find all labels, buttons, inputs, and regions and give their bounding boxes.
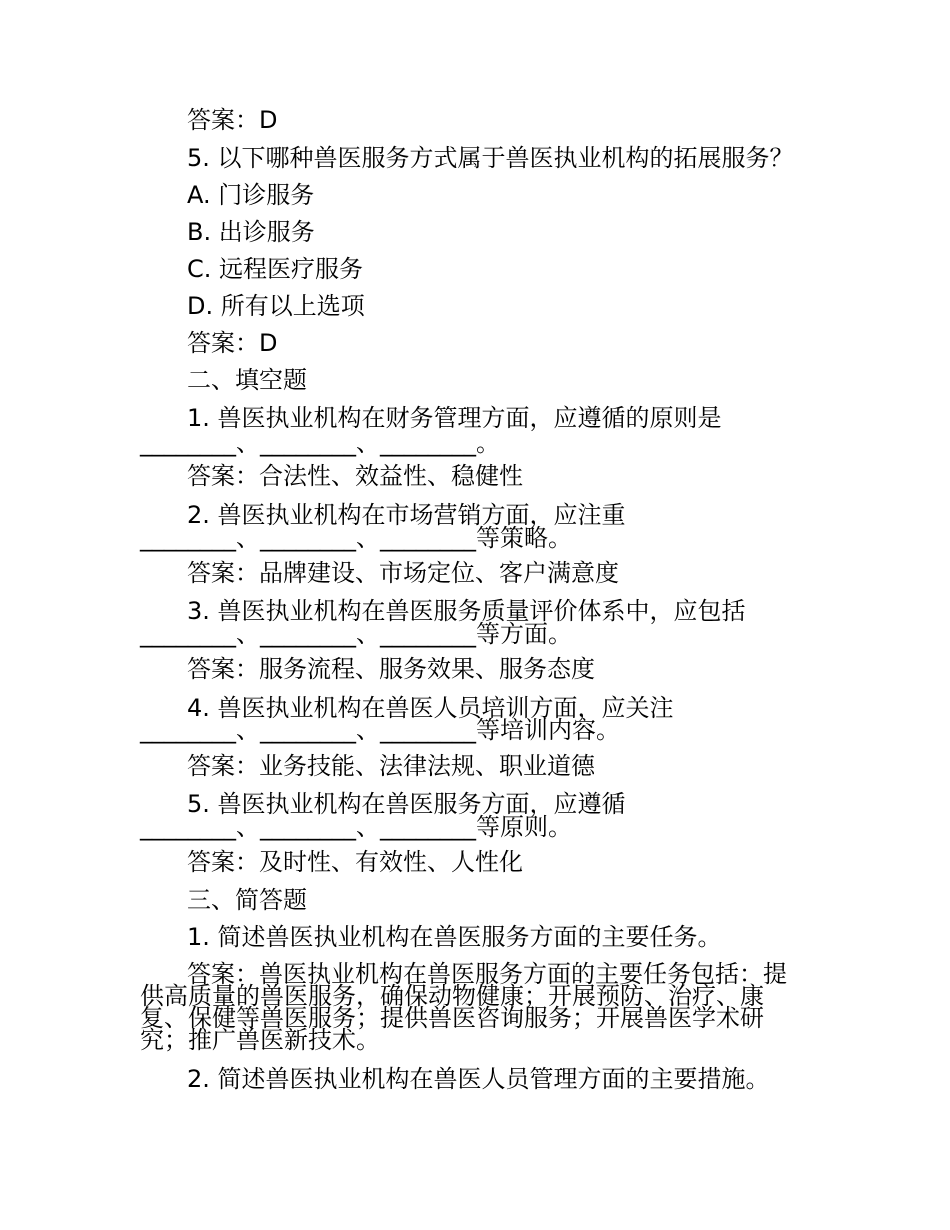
question-line: 1. 兽医执业机构在财务管理方面，应遵循的原则是 — [187, 404, 722, 432]
question-line: 3. 兽医执业机构在兽医服务质量评价体系中，应包括 — [187, 597, 746, 625]
question-line: 5. 兽医执业机构在兽医服务方面，应遵循 — [187, 790, 626, 818]
answer-line: 答案：D — [187, 329, 278, 357]
question-line: 1. 简述兽医执业机构在兽医服务方面的主要任务。 — [187, 923, 722, 951]
answer-line: 答案：D — [187, 106, 278, 134]
answer-line: 答案：合法性、效益性、稳健性 — [187, 462, 523, 490]
blank-line: ________、________、________等策略。 — [140, 524, 572, 552]
option-line: D. 所有以上选项 — [187, 292, 365, 320]
answer-line: 答案：品牌建设、市场定位、客户满意度 — [187, 559, 619, 587]
answer-line: 复、保健等兽医服务；提供兽医咨询服务；开展兽医学术研 — [140, 1004, 764, 1032]
blank-line: ________、________、________等培训内容。 — [140, 716, 620, 744]
answer-line: 答案：兽医执业机构在兽医服务方面的主要任务包括：提 — [187, 960, 787, 988]
answer-line: 究；推广兽医新技术。 — [140, 1026, 380, 1054]
option-line: A. 门诊服务 — [187, 181, 315, 209]
answer-line: 答案：服务流程、服务效果、服务态度 — [187, 655, 595, 683]
section-heading: 二、填空题 — [187, 366, 307, 394]
question-line: 2. 简述兽医执业机构在兽医人员管理方面的主要措施。 — [187, 1065, 770, 1093]
answer-line: 答案：及时性、有效性、人性化 — [187, 848, 523, 876]
blank-line: ________、________、________等原则。 — [140, 813, 572, 841]
answer-line: 供高质量的兽医服务，确保动物健康；开展预防、治疗、康 — [140, 982, 764, 1010]
option-line: B. 出诊服务 — [187, 218, 315, 246]
section-heading: 三、简答题 — [187, 886, 307, 914]
question-line: 4. 兽医执业机构在兽医人员培训方面，应关注 — [187, 694, 674, 722]
blank-line: ________、________、________。 — [140, 429, 500, 457]
blank-line: ________、________、________等方面。 — [140, 620, 572, 648]
question-line: 2. 兽医执业机构在市场营销方面，应注重 — [187, 501, 626, 529]
question-line: 5. 以下哪种兽医服务方式属于兽医执业机构的拓展服务？ — [187, 144, 794, 172]
answer-line: 答案：业务技能、法律法规、职业道德 — [187, 752, 595, 780]
option-line: C. 远程医疗服务 — [187, 255, 364, 283]
